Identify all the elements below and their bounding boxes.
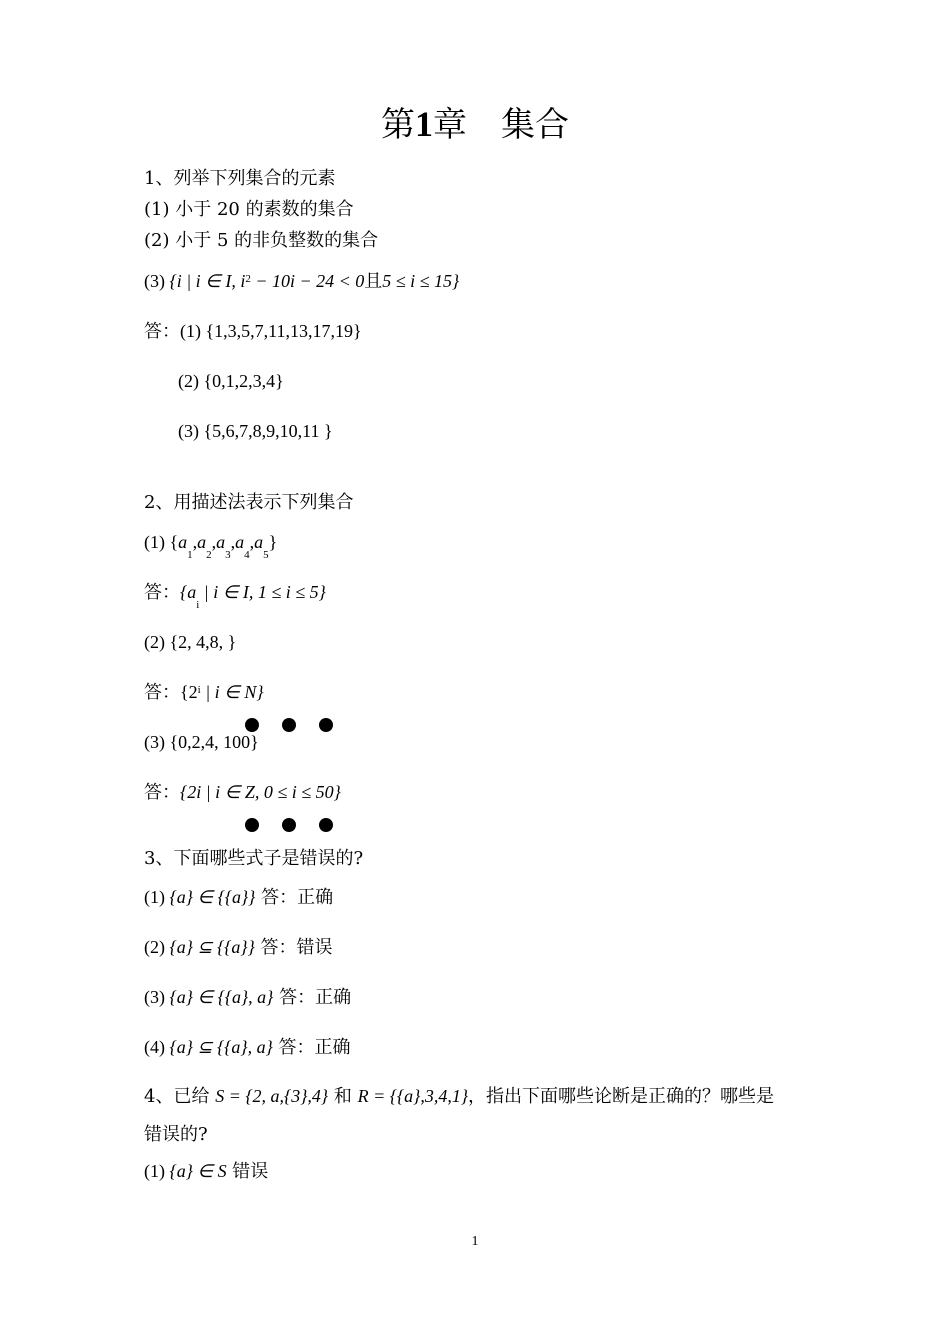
q2-answer3-label: 答： <box>144 782 180 803</box>
ellipsis-dot <box>282 718 296 732</box>
q4-part1-expr: {a} ∈ S <box>169 1161 227 1181</box>
q2-answer1-expr-b: | i ∈ I, 1 ≤ i ≤ 5} <box>199 582 326 602</box>
q2-answer2-exponent: i <box>197 684 201 696</box>
q4-stem-question: ，指出下面哪些论断是正确的？哪些是 <box>468 1086 775 1107</box>
q1-answer1: 答：(1) {1,3,5,7,11,13,17,19} <box>144 321 362 341</box>
q2-answer1 <box>144 581 326 611</box>
q3-item-label: (2) <box>144 937 170 957</box>
q2-answer2-expr-a: {2 <box>180 682 198 702</box>
title-name: 集合 <box>501 105 569 145</box>
q4-set-r: R = {{a},3,4,1} <box>357 1086 469 1106</box>
subscript-3: 3 <box>225 549 231 561</box>
set-element-a5: a <box>254 532 264 552</box>
q2-answer1-subscript: i <box>196 599 200 611</box>
ellipsis-dot <box>282 818 296 832</box>
q1-part1: (1) 小于 20 的素数的集合 <box>144 199 354 220</box>
q3-item-expr: {a} ∈ {{a}} <box>169 887 256 907</box>
subscript-5: 5 <box>263 549 269 561</box>
q2-answer3-expr: {2i | i ∈ Z, 0 ≤ i ≤ 50} <box>180 782 341 802</box>
q3-item-answer: 答：正确 <box>272 1037 351 1058</box>
q1-part3-conjunction: 且 <box>364 271 383 292</box>
set-element-a4: a <box>235 532 245 552</box>
q2-part1-label: (1) <box>144 532 170 552</box>
subscript-1: 1 <box>187 549 193 561</box>
q3-item-answer: 答：正确 <box>255 887 334 908</box>
q3-item-label: (1) <box>144 887 170 907</box>
page-number: 1 <box>471 1234 479 1249</box>
q3-item <box>144 986 351 1009</box>
q2-stem: 2、用描述法表示下列集合 <box>144 492 354 513</box>
q2-part1: (1) $\{a_1,a_2,a_3,a_4,a_5\}$ <box>144 532 278 561</box>
q3-stem: 3、下面哪些式子是错误的? <box>144 848 364 869</box>
q3-item-label: (3) <box>144 987 170 1007</box>
ellipsis-dot <box>245 818 259 832</box>
q3-item-answer: 答：正确 <box>273 987 352 1008</box>
set-element-a1: a <box>178 532 188 552</box>
q3-item <box>144 886 333 909</box>
q4-part1-answer: 错误 <box>226 1161 269 1182</box>
q1-stem: 1、列举下列集合的元素 <box>144 168 336 189</box>
q4-part1-label: (1) <box>144 1161 170 1181</box>
q2-answer1-label: 答： <box>144 582 180 603</box>
q2-answer1-expr-a: {a <box>180 582 197 602</box>
q2-part2: (2) {2, 4,8, } <box>144 632 237 652</box>
subscript-4: 4 <box>244 549 250 561</box>
q1-part2: (2) 小于 5 的非负整数的集合 <box>144 230 379 251</box>
q4-part1 <box>144 1160 268 1183</box>
q1-answer2: (2) {0,1,2,3,4} <box>178 371 284 391</box>
q3-item-expr: {a} ⊆ {{a}} <box>169 937 255 957</box>
ellipsis-dot <box>319 818 333 832</box>
q2-answer2 <box>144 681 264 706</box>
q4-stem-and: 和 <box>328 1086 358 1107</box>
q1-part3-exponent: 2 <box>245 273 251 285</box>
q3-item-label: (4) <box>144 1037 170 1057</box>
q4-stem <box>144 1085 774 1108</box>
q3-item-answer: 答：错误 <box>254 937 333 958</box>
title-suffix: 章 <box>433 105 467 145</box>
subscript-2: 2 <box>206 549 212 561</box>
q1-part3-expr-a: {i | i ∈ I, i <box>169 271 246 291</box>
q2-answer2-expr-b: | i ∈ N} <box>200 682 264 702</box>
q1-part3-expr-b: − 10i − 24 < 0 <box>250 271 365 291</box>
q2-part3: (3) {0,2,4, 100} <box>144 732 259 752</box>
title-chapter-number: 1 <box>415 104 433 144</box>
q3-item-expr: {a} ∈ {{a}, a} <box>169 987 274 1007</box>
q3-item <box>144 936 333 959</box>
set-element-a3: a <box>216 532 226 552</box>
title-prefix: 第 <box>381 105 415 145</box>
q1-answer3: (3) {5,6,7,8,9,10,11 } <box>178 421 333 441</box>
q2-answer2-label: 答： <box>144 682 180 703</box>
q4-set-s: S = {2, a,{3},4} <box>215 1086 329 1106</box>
set-element-a2: a <box>197 532 207 552</box>
q3-item <box>144 1036 351 1059</box>
q1-part3 <box>144 270 459 295</box>
q4-stem-intro: 4、已给 <box>144 1086 216 1107</box>
q4-stem-continued: 错误的? <box>144 1124 208 1145</box>
q1-part3-expr-d: 5 ≤ i ≤ 15} <box>382 271 460 291</box>
ellipsis-dot <box>245 718 259 732</box>
q1-part3-label: (3) <box>144 271 170 291</box>
ellipsis-dot <box>319 718 333 732</box>
q2-answer3 <box>144 781 341 804</box>
page-title <box>0 104 950 145</box>
q3-item-expr: {a} ⊆ {{a}, a} <box>169 1037 273 1057</box>
